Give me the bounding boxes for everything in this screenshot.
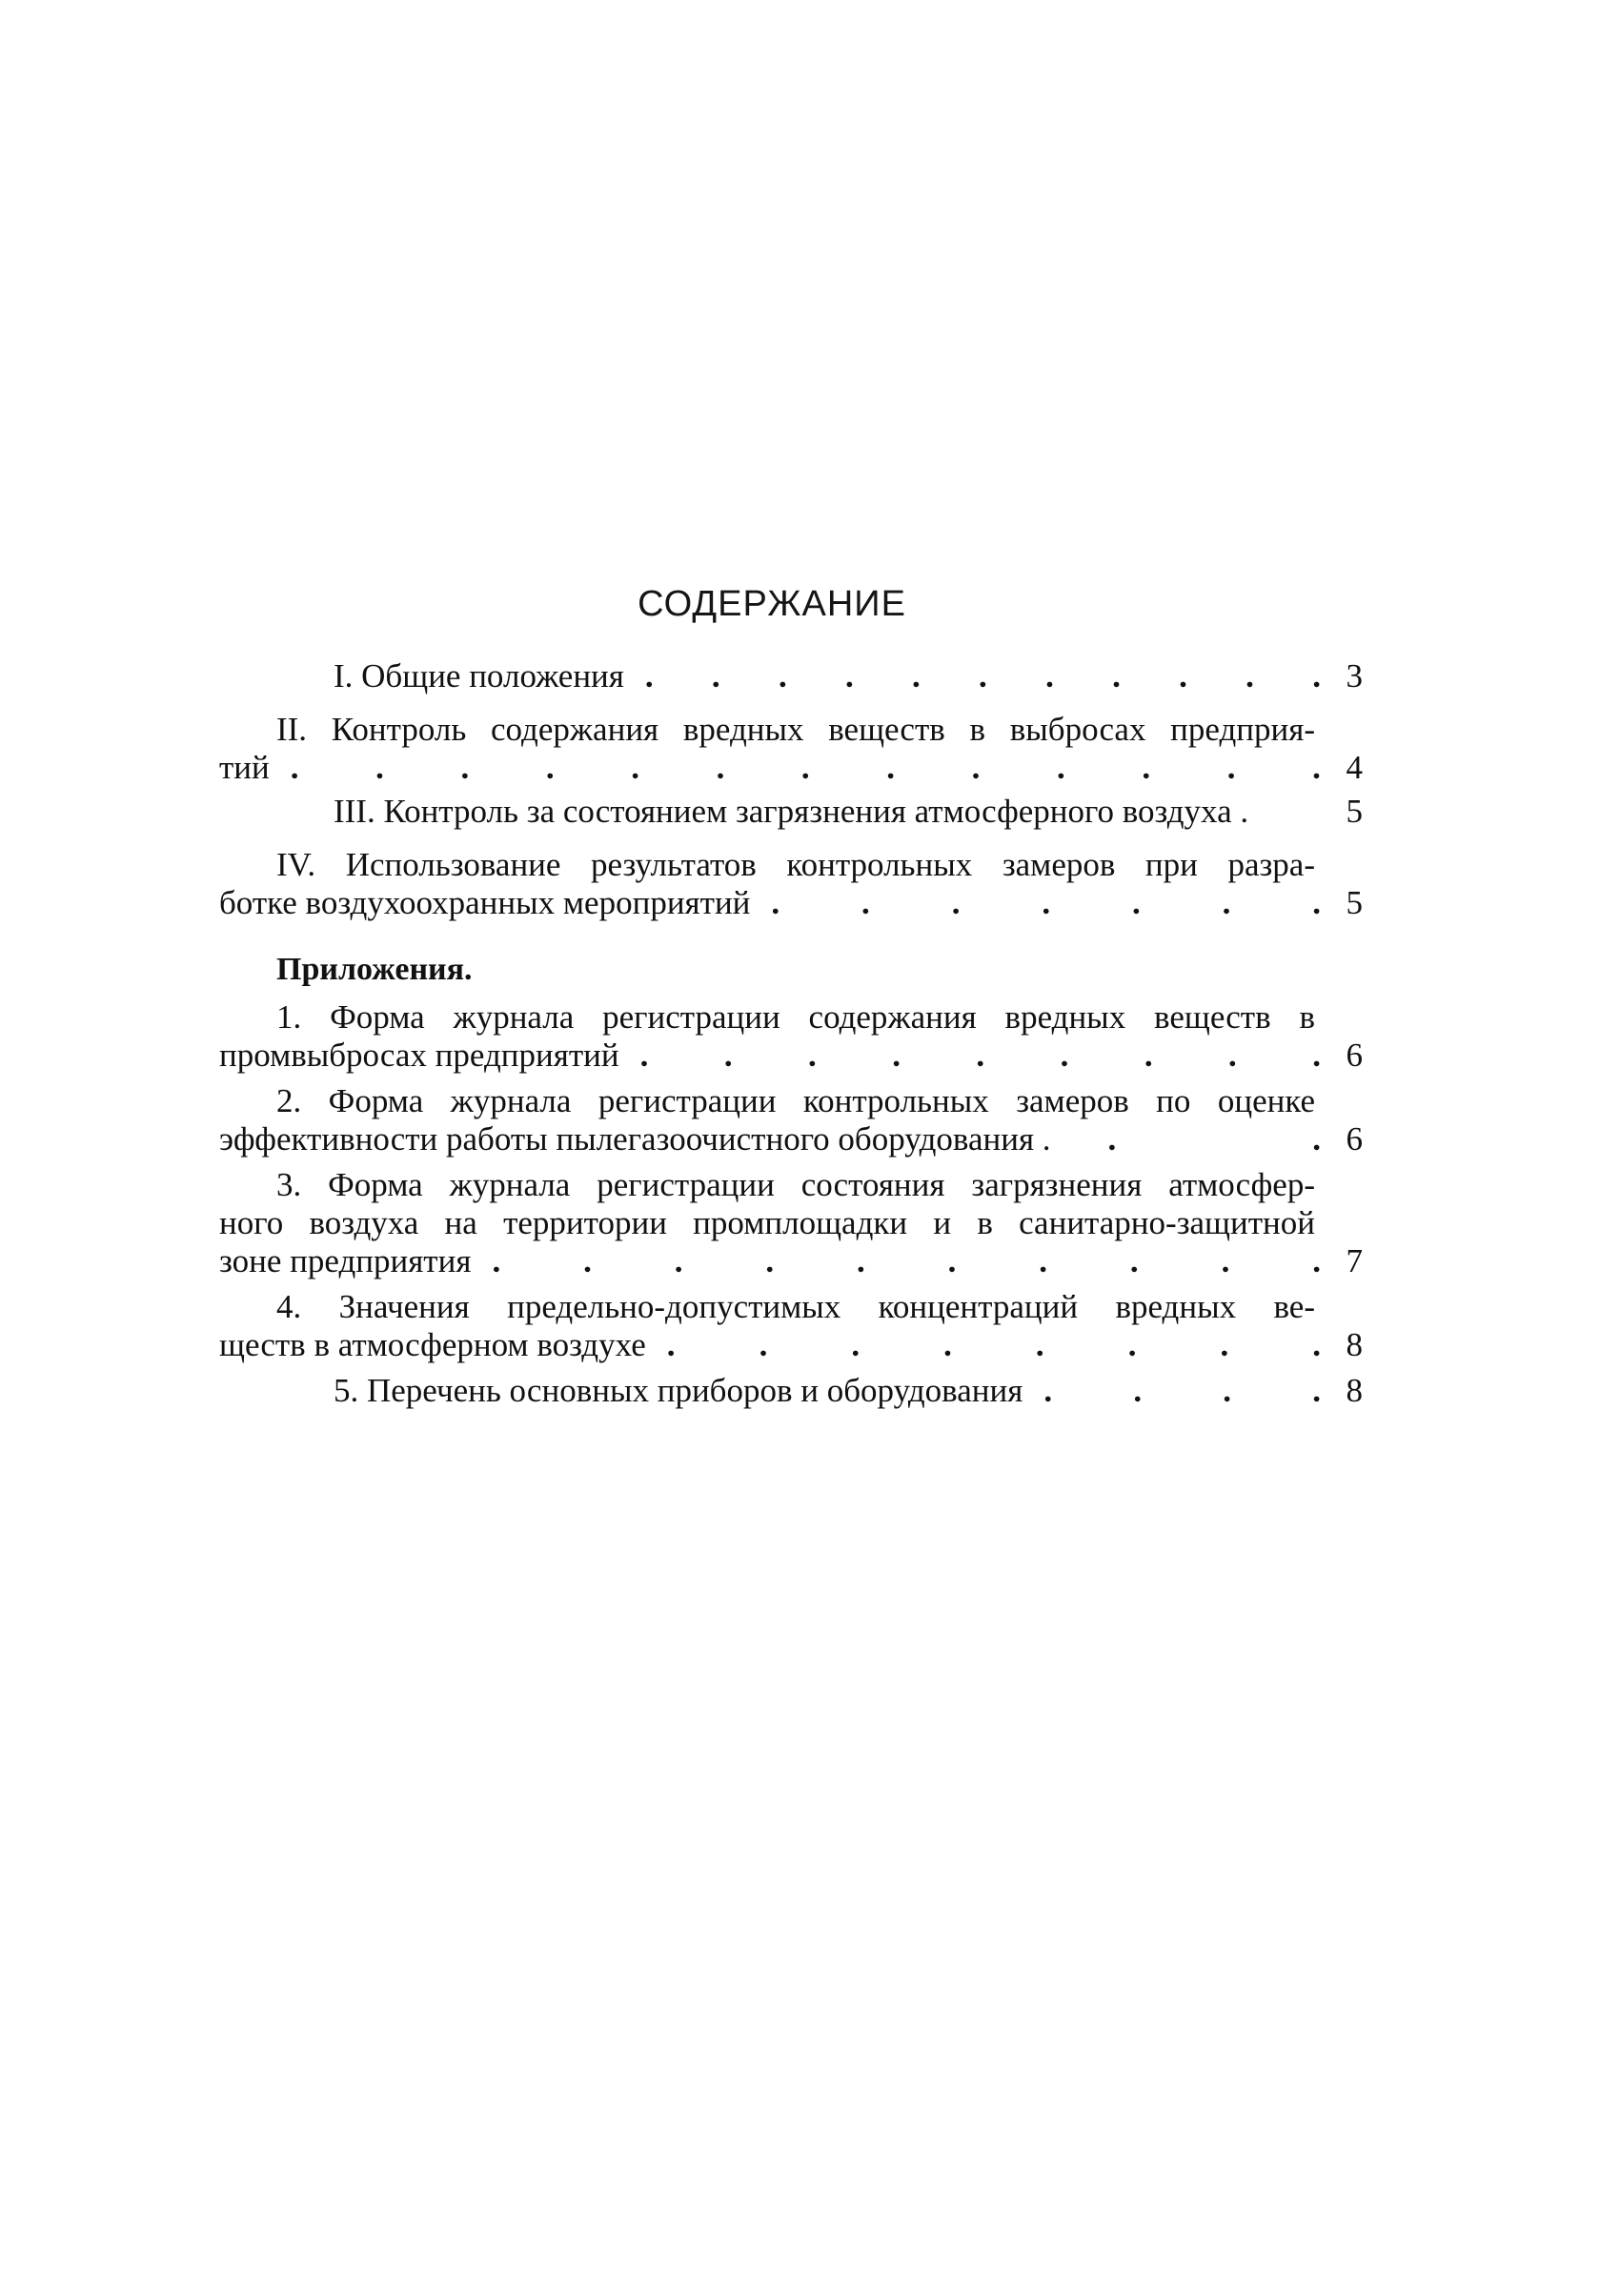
toc-entry-appendix-2 <box>219 1082 1363 1158</box>
dot-leader: . . . . . . . . . . . <box>644 657 1321 695</box>
toc-entry-text: ществ в атмосферном воздухе <box>219 1326 646 1363</box>
page-number: 7 <box>1346 1242 1363 1279</box>
toc-entry-appendix-4 <box>219 1288 1363 1364</box>
appendix-heading: Приложения. <box>276 952 473 987</box>
page-number: 5 <box>1346 884 1363 921</box>
toc-entry-text: ботке воздухоохранных мероприятий <box>219 884 751 921</box>
toc-entry-text: 5. Перечень основных приборов и оборудования <box>334 1372 1023 1409</box>
dot-leader: . . . . . . . . . <box>639 1037 1321 1074</box>
toc-entry-text: 3. Форма журнала регистрации состояния загрязнения атмосфер- <box>276 1166 1315 1203</box>
toc-entry-appendix-5 <box>219 1372 1363 1410</box>
toc-entry-text: III. Контроль за состоянием загрязнения атмосферного воздуха . <box>334 793 1249 830</box>
toc-entry-section-3 <box>219 793 1363 831</box>
toc-entry-section-1 <box>219 657 1363 695</box>
toc-entry-section-4 <box>219 846 1363 922</box>
page-number: 6 <box>1346 1120 1363 1158</box>
toc-entry-text: ного воздуха на территории промплощадки и в санитарно-защитной <box>219 1204 1315 1241</box>
toc-entry-text: 2. Форма журнала регистрации контрольных замеров по оценке <box>276 1082 1315 1119</box>
dot-leader: . . <box>1107 1120 1321 1158</box>
toc-entry-last-line <box>219 657 1363 695</box>
dot-leader: . . . . . . . . . . . . . <box>290 749 1321 786</box>
toc-entry-text: IV. Использование результатов контрольных замеров при разра- <box>276 846 1315 883</box>
page-number: 3 <box>1346 657 1363 695</box>
toc-entry-last-line <box>219 1242 1363 1280</box>
toc-entry-last-line <box>219 749 1363 787</box>
table-of-contents <box>219 0 1363 2296</box>
toc-entry-last-line <box>219 1120 1363 1158</box>
toc-entry-last-line <box>219 1326 1363 1364</box>
toc-entry-appendix-3 <box>219 1166 1363 1280</box>
dot-leader: . . . . . . . . <box>666 1326 1321 1363</box>
toc-entry-text: промвыбросах предприятий <box>219 1037 619 1074</box>
toc-entry-last-line <box>219 884 1363 922</box>
toc-entry-text: тий <box>219 749 270 786</box>
page-number: 5 <box>1346 793 1363 830</box>
dot-leader: . . . . <box>1043 1372 1321 1409</box>
page-number: 8 <box>1346 1326 1363 1363</box>
toc-entry-text: зоне предприятия <box>219 1242 472 1279</box>
toc-entry-text: II. Контроль содержания вредных веществ в выбросах предприя- <box>276 711 1315 748</box>
toc-entry-text: 1. Форма журнала регистрации содержания вредных веществ в <box>276 998 1315 1036</box>
toc-entry-section-2 <box>219 711 1363 787</box>
page-number: 8 <box>1346 1372 1363 1409</box>
page-number: 6 <box>1346 1037 1363 1074</box>
toc-entry-text: I. Общие положения <box>334 657 624 695</box>
dot-leader: . . . . . . . <box>771 884 1321 921</box>
toc-entry-last-line <box>219 793 1363 831</box>
page-number: 4 <box>1346 749 1363 786</box>
toc-entry-appendix-1 <box>219 998 1363 1075</box>
toc-entry-last-line <box>219 1372 1363 1410</box>
page-title: СОДЕРЖАНИЕ <box>638 584 906 624</box>
dot-leader: . . . . . . . . . . <box>492 1242 1321 1279</box>
toc-entry-text: 4. Значения предельно-допустимых концентраций вредных ве- <box>276 1288 1315 1325</box>
toc-entry-last-line <box>219 1037 1363 1075</box>
toc-entry-text: эффективности работы пылегазоочистного оборудования . <box>219 1120 1051 1158</box>
